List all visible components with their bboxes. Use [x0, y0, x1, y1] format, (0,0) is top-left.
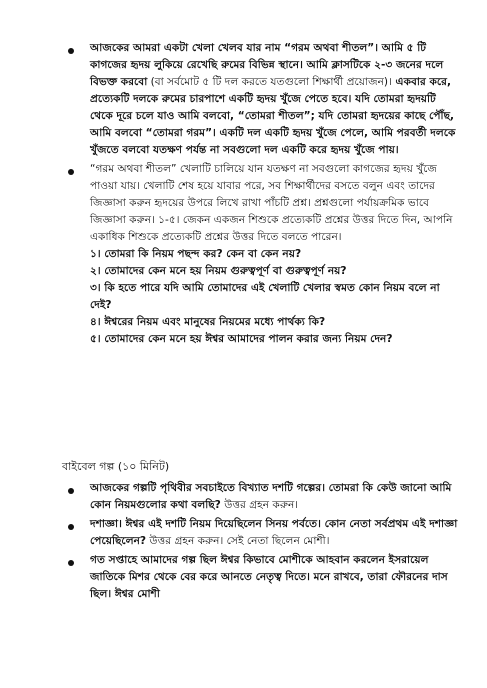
bold-text: দশাজ্ঞা। ঈশ্বর এই দশটি নিয়ম দিয়েছিলেন সিনয় পর্বতে। কোন নেতা সর্বপ্রথম এই দশাজ্ঞা পেয়েছিলেন? [90, 518, 458, 547]
question-4: ৪। ঈশ্বরের নিয়ম এবং মানুষের নিয়মের মধ্যে পার্থক্য কি? [90, 316, 326, 328]
paragraph [90, 480, 462, 514]
paragraph [90, 516, 462, 550]
regular-text: (বা সর্বমোট ৫ টি দল করতে যতগুলো শিক্ষার্থী প্রয়োজন)। [147, 76, 392, 88]
paragraph: “গরম অথবা শীতল” খেলাটি চালিয়ে যান যতক্ষণ না সবগুলো কাগজের হৃদয় খুঁজে পাওয়া যায়। খেলাটি শেষ হয়ে যাবার পরে, সব শিক্ষার্থীদের বসতে বলুন এবং তাদের জিজ্ঞাসা করুন হৃদয়ের উপরে লিখে রাখা পাঁচটি প্রশ্ন। প্রশ্নগুলো পর্যায়ক্রমিক ভাবে জিজ্ঞাসা করুন। ১-৫। জেকন একজন শিশুকে প্রত্যেকটি প্রশ্নের উত্তর দিতে দিন, আপনি একাধিক শিশুকে প্রত্যেকটি প্রশ্নের উত্তর দিতে বলতে পারেন। [90, 163, 453, 243]
bullet-icon [68, 48, 74, 54]
bullet-icon [68, 560, 74, 566]
list-item [62, 552, 462, 603]
list-item [62, 161, 462, 348]
question-2: ২। তোমাদের কেন মনে হয় নিয়ম গুরুত্বপূর্ণ বা গুরুত্বপূর্ণ নয়? [90, 265, 347, 277]
bible-story-list [62, 480, 462, 605]
list-item [62, 40, 462, 159]
bullet-icon [68, 488, 74, 494]
paragraph: গত সপ্তাহে আমাদের গল্প ছিল ঈশ্বর কিভাবে মোশীকে আহবান করলেন ইসরায়েল জাতিকে মিশর থেকে বের করে আনতে নেতৃত্ব দিতে। মনে রাখবে, তারা ফৌরনের দাস ছিল। ঈশ্বর মোশী [90, 554, 448, 600]
question-3: ৩। কি হতে পারে যদি আমি তোমাদের এই খেলাটি খেলার স্বমত কোন নিয়ম বলে না দেই? [90, 282, 440, 311]
activity-list [62, 40, 462, 350]
bold-text: একবার করে, প্রত্যেকটি দলকে রুমের চারপাশে একটি হৃদয় খুঁজে পেতে হবে। যদি তোমরা হৃদয়টি থেকে দূরে চলে যাও আমি বলবো, “তোমরা শীতল”; যদি তোমরা হৃদয়ের কাছে পৌঁছ, আমি বলবো “তোমরা গরম”। একটি দল একটি হৃদয় খুঁজে পেলে, আমি পরবর্তী দলকে খুঁজতে বলবো যতক্ষণ পর্যন্ত না সবগুলো দল একটি করে হৃদয় খুঁজে পায়। [90, 76, 456, 156]
regular-text: উত্তর গ্রহন করুন। [220, 499, 299, 511]
question-5: ৫। তোমাদের কেন মনে হয় ঈশ্বর আমাদের পালন করার জন্য নিয়ম দেন? [90, 333, 393, 345]
bullet-icon [68, 169, 74, 175]
bold-text: আজকের গল্পটি পৃথিবীর সবচাইতে বিখ্যাত দশটি গল্পের। তোমরা কি কেউ জানো আমি কোন নিয়মগুলোর কথা বলছি? [90, 482, 452, 511]
paragraph [90, 40, 462, 159]
section-heading: বাইবেল গল্প (১০ মিনিট) [62, 460, 170, 473]
bold-text: আজকের আমরা একটা খেলা খেলব যার নাম “গরম অথবা শীতল”। আমি ৫ টি কাগজের হৃদয় লুকিয়ে রেখেছি রুমের বিভিন্ন স্থানে। আমি ক্লাসটিকে ২-৩ জনের দলে বিভক্ত করবো [90, 42, 444, 88]
list-item [62, 516, 462, 550]
bullet-icon [68, 524, 74, 530]
list-item [62, 480, 462, 514]
regular-text: উত্তর গ্রহন করুন। সেই নেতা ছিলেন মোশী। [146, 535, 330, 547]
question-1: ১। তোমরা কি নিয়ম পছন্দ কর? কেন বা কেন নয়? [90, 248, 302, 260]
